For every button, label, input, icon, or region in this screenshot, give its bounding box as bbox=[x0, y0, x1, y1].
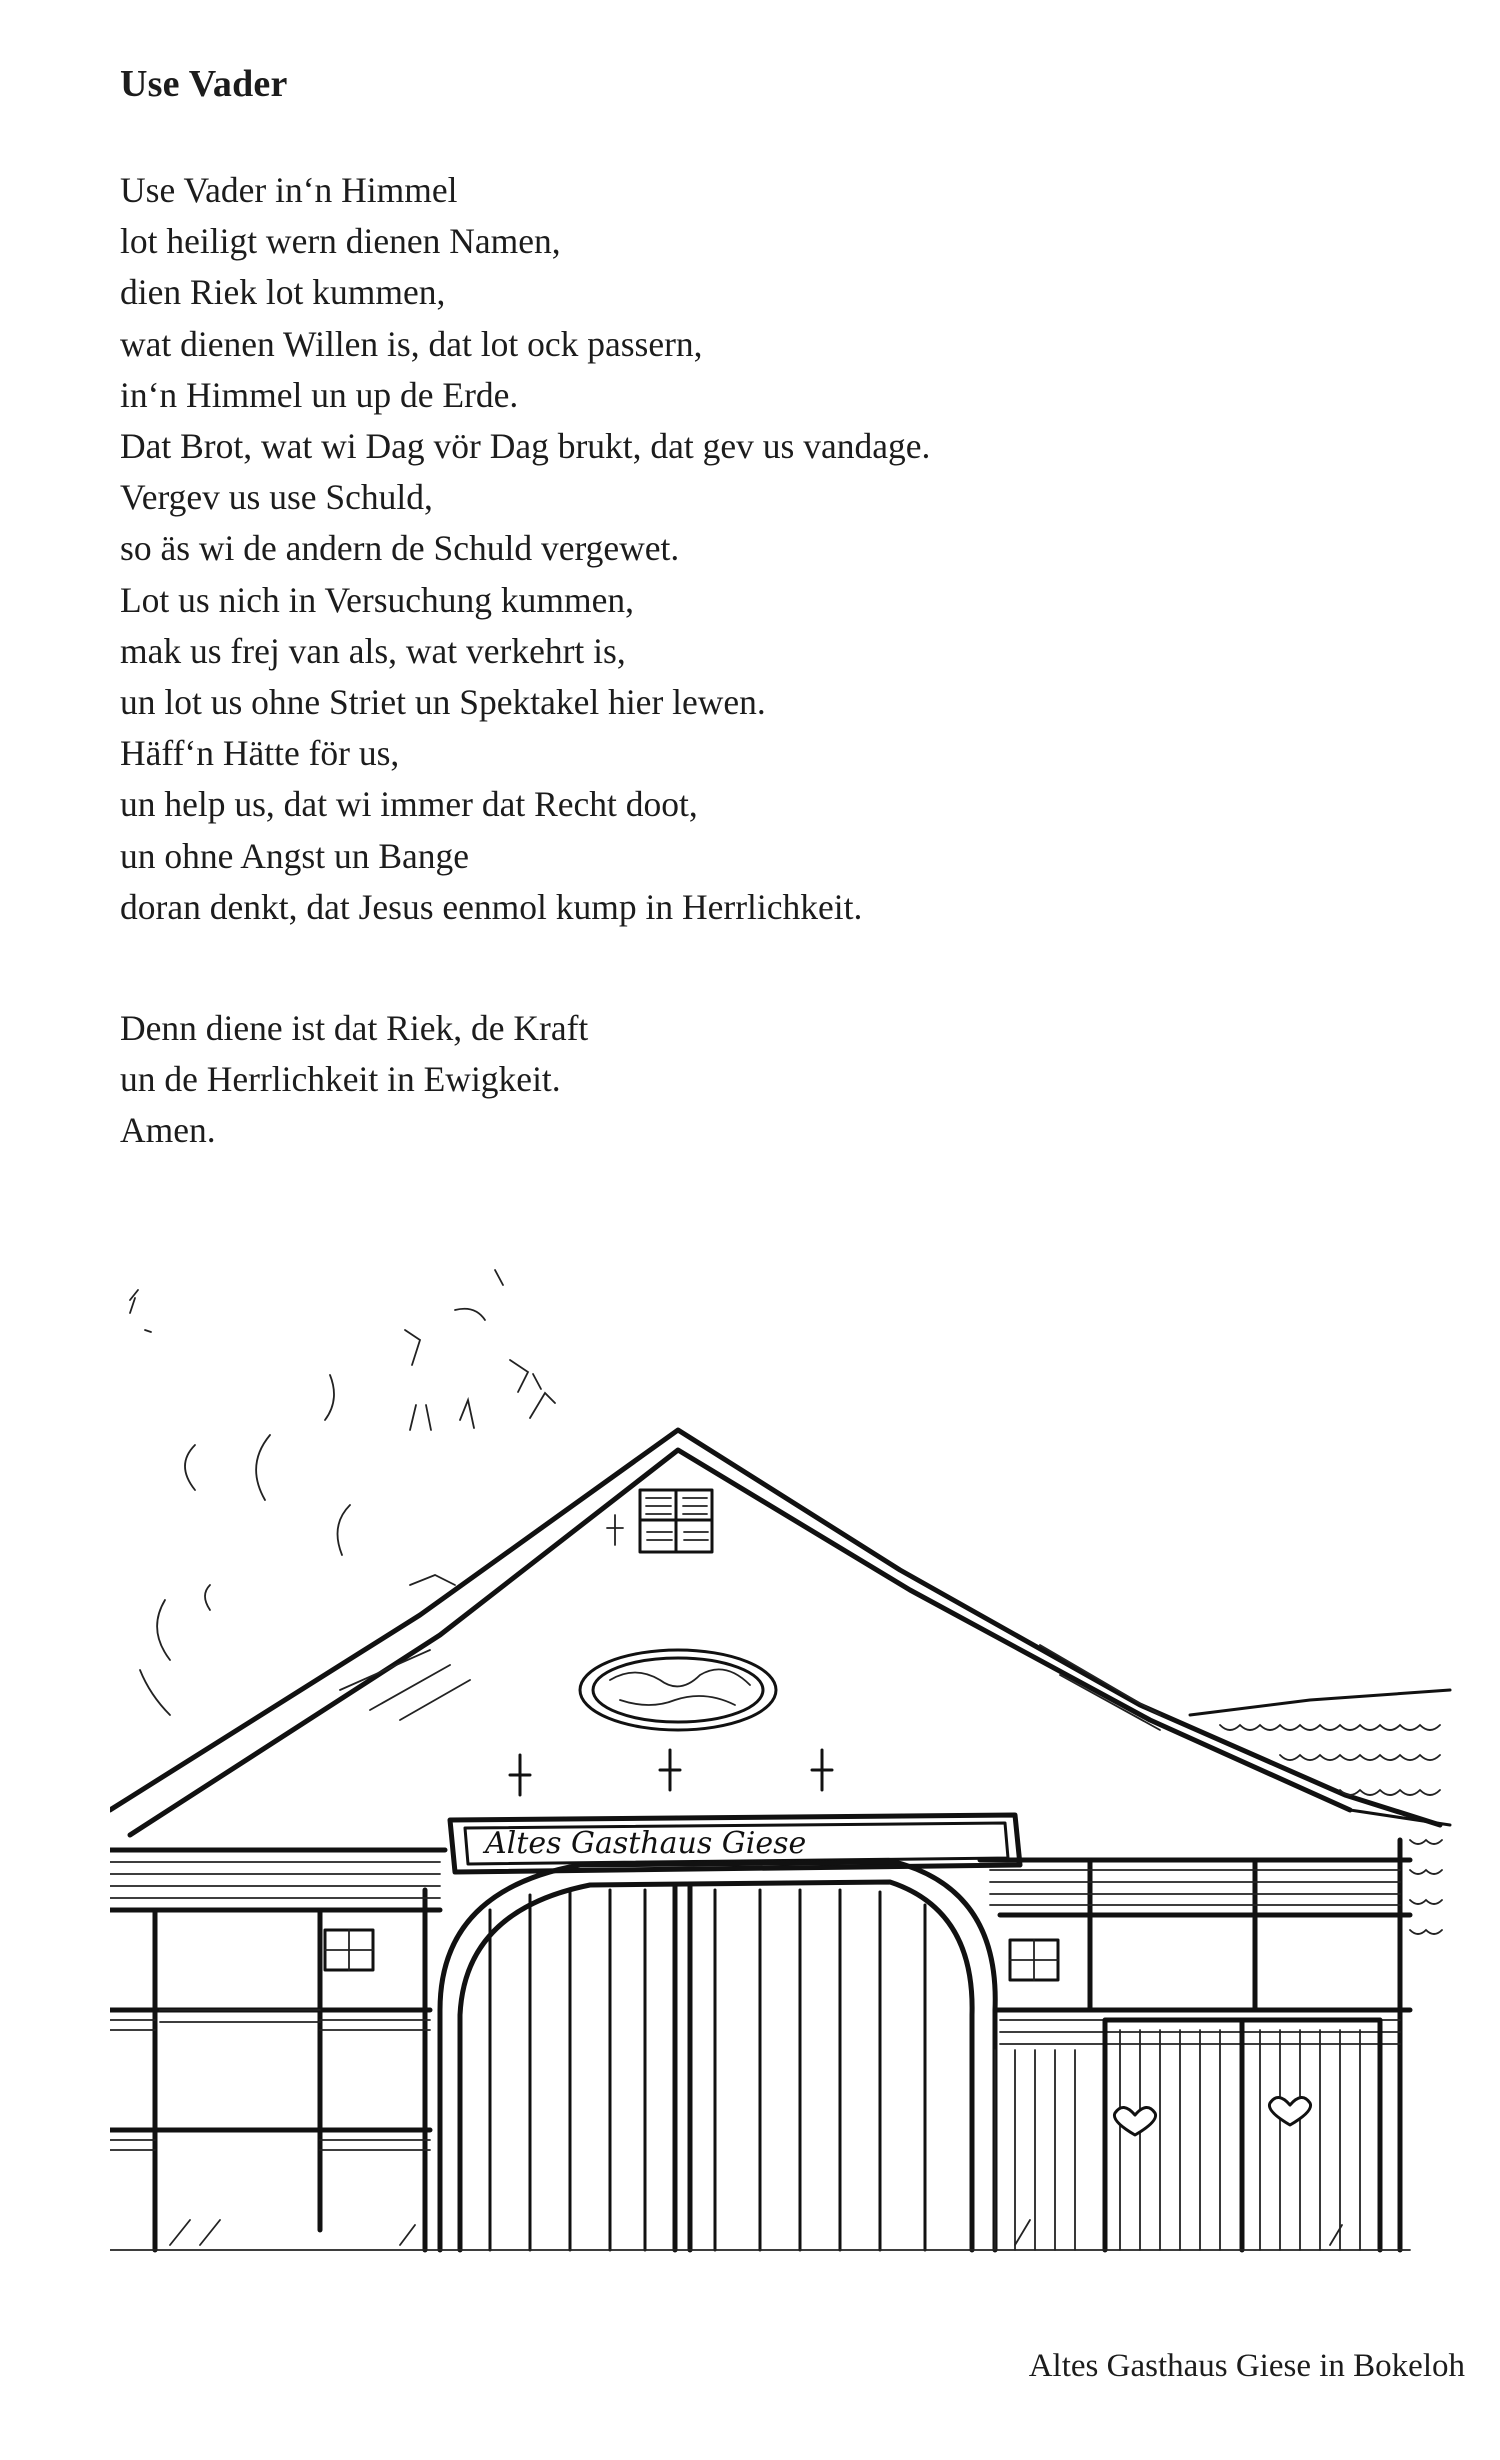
barn-door-frame bbox=[440, 1862, 995, 2250]
verse-line: un de Herrlichkeit in Ewigkeit. bbox=[120, 1059, 561, 1100]
barn-door-center bbox=[675, 1885, 690, 2250]
stable-doors-hatching bbox=[995, 2030, 1360, 2250]
left-small-window bbox=[325, 1930, 373, 1970]
verse-2 bbox=[120, 1003, 588, 1157]
heart-icon bbox=[1114, 2097, 1310, 2135]
verse-line: Dat Brot, wat wi Dag vör Dag brukt, dat gev us vandage. bbox=[120, 426, 931, 467]
building-sketch bbox=[110, 1250, 1490, 2260]
left-wall-hatching bbox=[110, 1862, 440, 2150]
stable-doors-frame bbox=[1105, 2020, 1380, 2250]
oval-medallion bbox=[580, 1650, 776, 1730]
poem-title: Use Vader bbox=[120, 63, 288, 105]
verse-line: so äs wi de andern de Schuld vergewet. bbox=[120, 528, 680, 569]
verse-line: Häff‘n Hätte för us, bbox=[120, 733, 400, 774]
verse-line: lot heiligt wern dienen Namen, bbox=[120, 221, 561, 262]
verse-line: doran denkt, dat Jesus eenmol kump in Herrlichkeit. bbox=[120, 886, 863, 927]
finial-crosses bbox=[510, 1750, 832, 1795]
tree-scribbles bbox=[130, 1270, 555, 1715]
verse-line: Lot us nich in Versuchung kummen, bbox=[120, 579, 635, 620]
right-small-window bbox=[1010, 1940, 1058, 1980]
verse-line: un lot us ohne Striet un Spektakel hier lewen. bbox=[120, 682, 766, 723]
left-wall-frame bbox=[110, 1850, 445, 2250]
verse-line: dien Riek lot kummen, bbox=[120, 272, 446, 313]
verse-line: un help us, dat wi immer dat Recht doot, bbox=[120, 784, 698, 825]
verse-line: Amen. bbox=[120, 1110, 216, 1151]
gable-window bbox=[607, 1490, 712, 1552]
gasthaus-illustration bbox=[110, 1250, 1490, 2260]
verse-1 bbox=[120, 165, 930, 933]
verse-line: un ohne Angst un Bange bbox=[120, 835, 470, 876]
sign-text: Altes Gasthaus Giese bbox=[485, 1826, 807, 1861]
illustration-caption: Altes Gasthaus Giese in Bokeloh bbox=[1028, 2348, 1465, 2384]
verse-line: in‘n Himmel un up de Erde. bbox=[120, 374, 519, 415]
verse-line: wat dienen Willen is, dat lot ock passern, bbox=[120, 323, 703, 364]
right-wall-frame bbox=[980, 1840, 1410, 2250]
verse-line: mak us frej van als, wat verkehrt is, bbox=[120, 630, 626, 671]
verse-line: Use Vader in‘n Himmel bbox=[120, 170, 458, 210]
verse-line: Denn diene ist dat Riek, de Kraft bbox=[120, 1008, 589, 1048]
verse-line: Vergev us use Schuld, bbox=[120, 477, 433, 518]
roof-outline bbox=[110, 1430, 1440, 1835]
barn-door-planks bbox=[490, 1890, 925, 2250]
